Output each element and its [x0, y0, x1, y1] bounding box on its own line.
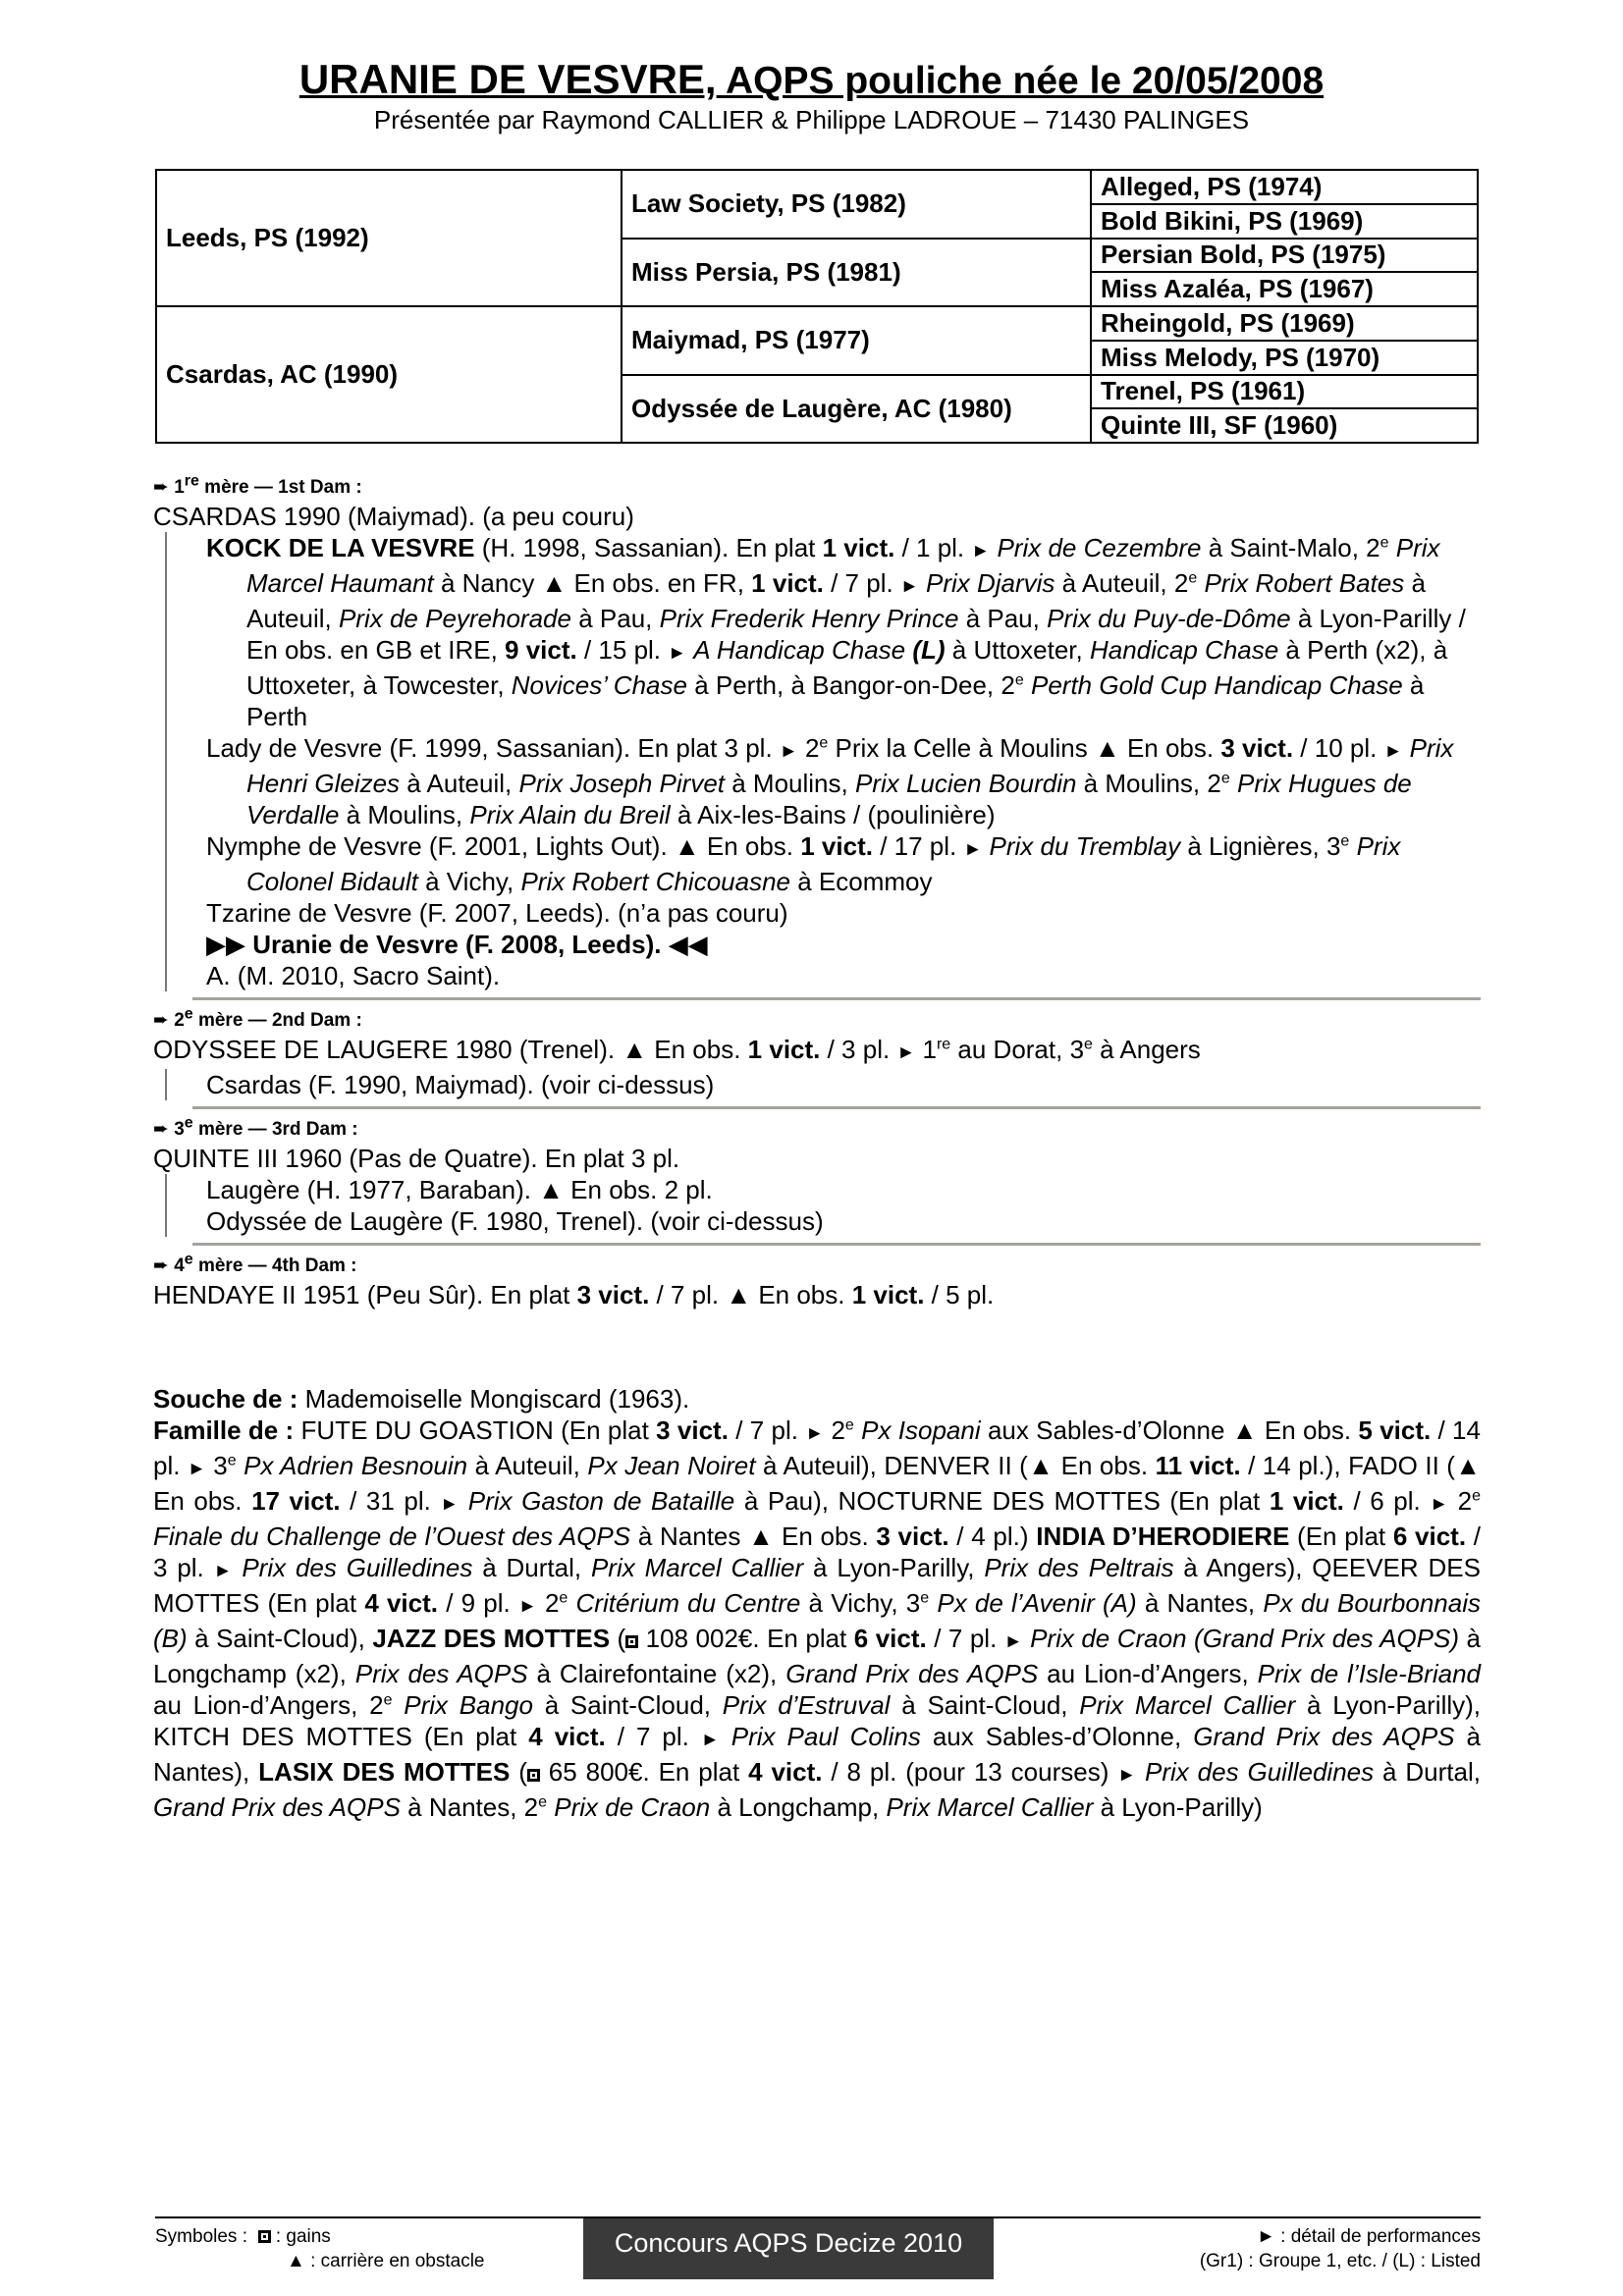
section-heading-2nd-dam: ➨ 2e mère — 2nd Dam :	[153, 1005, 362, 1031]
earnings-icon	[527, 1769, 540, 1782]
section-divider	[192, 1106, 1481, 1109]
arrow-right-icon: ➨	[153, 1119, 169, 1140]
section-heading-3rd-dam: ➨ 3e mère — 3rd Dam :	[153, 1114, 358, 1140]
foal-list	[165, 1174, 1481, 1237]
pedigree-gen3: Bold Bikini, PS (1969)	[1091, 204, 1478, 239]
foal-list	[165, 1069, 1481, 1100]
horse-description: AQPS pouliche née le 20/05/2008	[726, 60, 1325, 102]
foal-entry: A. (M. 2010, Sacro Saint).	[206, 961, 501, 990]
foal-entry: Csardas (F. 1990, Maiymad). (voir ci-dessus)	[206, 1070, 715, 1099]
arrow-right-icon: ➨	[153, 477, 169, 498]
pedigree-gen3: Trenel, PS (1961)	[1091, 375, 1478, 409]
pedigree-sire: Leeds, PS (1992)	[156, 170, 622, 306]
earnings-icon	[625, 1635, 638, 1648]
family-content	[153, 471, 1481, 1823]
foal-entry: Tzarine de Vesvre (F. 2007, Leeds). (n’a pas couru)	[206, 898, 788, 928]
section-heading-1st-dam: ➨ 1re mère — 1st Dam :	[153, 472, 362, 498]
rewind-icon: ◀◀	[668, 930, 708, 959]
pedigree-gen3: Miss Azaléa, PS (1967)	[1091, 272, 1478, 306]
pedigree-dam-dam: Odyssée de Laugère, AC (1980)	[622, 375, 1091, 444]
foal-entry: Laugère (H. 1977, Baraban). ▲ En obs. 2 pl.	[206, 1175, 713, 1204]
famille-paragraph: Famille de : FUTE DU GOASTION (En plat 3 vict. / 7 pl. ► 2e Px Isopani aux Sables-d’Olonne ▲ En obs. 5 vict. / 14 pl. ► 3e Px Adrien Besnouin à Auteuil, Px Jean Noiret à Auteuil), DENVER II (▲ En obs. 11 vict. / 14 pl.), FADO II (▲ En obs. 17 vict. / 31 pl. ► Prix Gaston de Bataille à Pau), NOCTURNE DES MOTTES (En plat 1 vict. / 6 pl. ► 2e Finale du Challenge de l’Ouest des AQPS à Nantes ▲ En obs. 3 vict. / 4 pl.) INDIA D’HERODIERE (En plat 6 vict. / 3 pl. ► Prix des Guilledines à Durtal, Prix Marcel Callier à Lyon-Parilly, Prix des Peltrais à Angers), QEEVER DES MOTTES (En plat 4 vict. / 9 pl. ► 2e Critérium du Centre à Vichy, 3e Px de l’Avenir (A) à Nantes, Px du Bourbonnais (B) à Saint-Cloud), JAZZ DES MOTTES ( 108 002€. En plat 6 vict. / 7 pl. ► Prix de Craon (Grand Prix des AQPS) à Longchamp (x2), Prix des AQPS à Clairefontaine (x2), Grand Prix des AQPS au Lion-d’Angers, Prix de l’Isle-Briand au Lion-d’Angers, 2e Prix Bango à Saint-Cloud, Prix d’Estruval à Saint-Cloud, Prix Marcel Callier à Lyon-Parilly), KITCH DES MOTTES (En plat 4 vict. / 7 pl. ► Prix Paul Colins aux Sables-d’Olonne, Grand Prix des AQPS à Nantes), LASIX DES MOTTES ( 65 800€. En plat 4 vict. / 8 pl. (pour 13 courses) ► Prix des Guilledines à Durtal, Grand Prix des AQPS à Nantes, 2e Prix de Craon à Longchamp, Prix Marcel Callier à Lyon-Parilly)	[153, 1415, 1482, 1822]
dam-line: QUINTE III 1960 (Pas de Quatre). En plat 3 pl.	[153, 1144, 680, 1173]
pedigree-gen3: Miss Melody, PS (1970)	[1091, 341, 1478, 375]
dam-line: CSARDAS 1990 (Maiymad). (a peu couru)	[153, 502, 634, 531]
pedigree-dam-sire: Maiymad, PS (1977)	[622, 306, 1091, 375]
dam-line: HENDAYE II 1951 (Peu Sûr). En plat 3 vict. / 7 pl. ▲ En obs. 1 vict. / 5 pl.	[153, 1280, 995, 1309]
pedigree-sire-sire: Law Society, PS (1982)	[622, 170, 1091, 239]
pedigree-gen3: Persian Bold, PS (1975)	[1091, 239, 1478, 273]
dam-line: ODYSSEE DE LAUGERE 1980 (Trenel). ▲ En obs. 1 vict. / 3 pl. ► 1re au Dorat, 3e à Angers	[153, 1035, 1201, 1064]
pedigree-gen3: Alleged, PS (1974)	[1091, 170, 1478, 204]
foal-entry: KOCK DE LA VESVRE (H. 1998, Sassanian). En plat 1 vict. / 1 pl. ► Prix de Cezembre à Saint-Malo, 2e Prix Marcel Haumant à Nancy ▲ En obs. en FR, 1 vict. / 7 pl. ► Prix Djarvis à Auteuil, 2e Prix Robert Bates à Auteuil, Prix de Peyrehorade à Pau, Prix Frederik Henry Prince à Pau, Prix du Puy-de-Dôme à Lyon-Parilly / En obs. en GB et IRE, 9 vict. / 15 pl. ► A Handicap Chase (L) à Uttoxeter, Handicap Chase à Perth (x2), à Uttoxeter, à Towcester, Novices’ Chase à Perth, à Bangor-on-Dee, 2e Perth Gold Cup Handicap Chase à Perth	[206, 533, 1466, 731]
horse-name: URANIE DE VESVRE,	[298, 56, 717, 102]
pedigree-dam: Csardas, AC (1990)	[156, 306, 622, 443]
foal-list	[165, 532, 1481, 991]
title-block	[0, 57, 1623, 135]
symbols-legend-right: ► : détail de performances (Gr1) : Groupe 1, etc. / (L) : Listed	[1199, 2226, 1481, 2271]
foal-entry: Odyssée de Laugère (F. 1980, Trenel). (voir ci-dessus)	[206, 1206, 824, 1236]
pedigree-table	[155, 169, 1479, 444]
section-divider	[192, 997, 1481, 1000]
arrow-right-icon: ➨	[153, 1010, 169, 1031]
section-divider	[192, 1243, 1481, 1246]
presenter-line: Présentée par Raymond CALLIER & Philippe LADROUE – 71430 PALINGES	[373, 105, 1250, 134]
foal-entry-highlight: ▶▶ Uranie de Vesvre (F. 2008, Leeds). ◀◀	[206, 930, 708, 959]
section-heading-4th-dam: ➨ 4e mère — 4th Dam :	[153, 1251, 357, 1276]
footer	[155, 2216, 1481, 2279]
event-banner: Concours AQPS Decize 2010	[583, 2218, 994, 2279]
pedigree-gen3: Rheingold, PS (1969)	[1091, 306, 1478, 341]
symbols-legend: Symboles : : gains ▲ : carrière en obstacle	[155, 2226, 485, 2271]
pedigree-sire-dam: Miss Persia, PS (1981)	[622, 239, 1091, 307]
earnings-icon	[258, 2230, 271, 2243]
foal-entry: Nymphe de Vesvre (F. 2001, Lights Out). ▲ En obs. 1 vict. / 17 pl. ► Prix du Tremblay à Lignières, 3e Prix Colonel Bidault à Vichy, Prix Robert Chicouasne à Ecommoy	[206, 831, 1401, 896]
pedigree-gen3: Quinte III, SF (1960)	[1091, 408, 1478, 443]
arrow-right-icon: ➨	[153, 1255, 169, 1276]
souche-line: Souche de : Mademoiselle Mongiscard (1963).	[153, 1384, 690, 1414]
foal-entry: Lady de Vesvre (F. 1999, Sassanian). En plat 3 pl. ► 2e Prix la Celle à Moulins ▲ En obs. 3 vict. / 10 pl. ► Prix Henri Gleizes à Auteuil, Prix Joseph Pirvet à Moulins, Prix Lucien Bourdin à Moulins, 2e Prix Hugues de Verdalle à Moulins, Prix Alain du Breil à Aix-les-Bains / (poulinière)	[206, 733, 1454, 829]
page-title	[0, 57, 1623, 104]
fast-forward-icon: ▶▶	[206, 930, 245, 959]
